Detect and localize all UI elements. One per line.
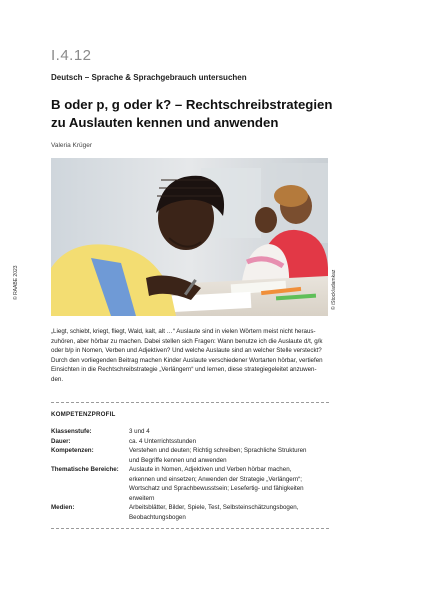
intro-line: Durch den vorliegenden Beitrag machen Kinder Auslaute verschiedener Wortarten hörbar, vertiefen bbox=[51, 356, 323, 364]
profile-label: Dauer: bbox=[51, 437, 71, 445]
title-line: B oder p, g oder k? – Rechtschreibstrategien bbox=[51, 97, 333, 112]
photo-credit: © iStock/adamkaz bbox=[331, 269, 337, 310]
page-title bbox=[51, 96, 351, 132]
profile-value-line: und Begriffe kennen und anwenden bbox=[129, 456, 227, 464]
intro-line: „Liegt, schiebt, kriegt, fliegt, Wald, kalt, alt …“ Auslaute sind in vielen Wörtern meist nicht heraus- bbox=[51, 328, 316, 335]
profile-value-line: Beobachtungsbogen bbox=[129, 513, 186, 521]
intro-line: oder b/p in Nomen, Verben und Adjektiven? Und welche Auslaute sind an welcher Stelle versteckt? bbox=[51, 347, 322, 354]
profile-row-duration bbox=[51, 437, 329, 447]
profile-row-topics bbox=[51, 465, 329, 503]
profile-row-competences bbox=[51, 446, 329, 465]
profile-row-grade bbox=[51, 427, 329, 437]
intro-line: Einsichten in die Rechtschreibstrategie „Verlängern“ und lernen, diese strategiegeleitet anzuwen- bbox=[51, 366, 317, 373]
intro-line: zuhören, aber hörbar zu machen. Dabei stellen sich Fragen: Wann benutze ich die Auslaute d/t, g/k bbox=[51, 337, 323, 345]
profile-value-line: Wortschatz und Sprachbewusstsein; Lesefertig- und fähigkeiten bbox=[129, 485, 304, 492]
classroom-photo bbox=[51, 158, 328, 316]
profile-heading: KOMPETENZPROFIL bbox=[51, 411, 116, 418]
profile-value-line: Verstehen und deuten; Richtig schreiben; Sprachliche Strukturen bbox=[129, 447, 307, 454]
profile-value-line: erkennen und einsetzen; Anwenden der Strategie „Verlängern“; bbox=[129, 475, 303, 483]
intro-paragraph bbox=[51, 327, 331, 384]
profile-value-line: ca. 4 Unterrichtsstunden bbox=[129, 437, 197, 445]
profile-label: Medien: bbox=[51, 504, 75, 511]
profile-row-media bbox=[51, 503, 329, 522]
profile-value bbox=[129, 503, 329, 522]
classroom-photo-illustration bbox=[51, 158, 328, 316]
profile-value bbox=[129, 446, 329, 465]
profile-value bbox=[129, 437, 329, 447]
profile-value bbox=[129, 427, 329, 437]
author: Valeria Krüger bbox=[51, 142, 93, 149]
title-line: zu Auslauten kennen und anwenden bbox=[51, 115, 279, 130]
profile-label: Kompetenzen: bbox=[51, 447, 94, 454]
intro-line: den. bbox=[51, 375, 64, 383]
profile-value-line: Auslaute in Nomen, Adjektiven und Verben hörbar machen, bbox=[129, 466, 292, 473]
competence-profile bbox=[51, 402, 329, 529]
profile-label: Klassenstufe: bbox=[51, 428, 92, 435]
profile-label: Thematische Bereiche: bbox=[51, 466, 119, 473]
copyright-note: © RAABE 2023 bbox=[13, 265, 19, 300]
profile-value-line: 3 und 4 bbox=[129, 428, 150, 435]
profile-value bbox=[129, 465, 329, 503]
subject-line: Deutsch – Sprache & Sprachgebrauch untersuchen bbox=[51, 73, 247, 82]
profile-value-line: erweitern bbox=[129, 494, 155, 502]
profile-value-line: Arbeitsblätter, Bilder, Spiele, Test, Selbsteinschätzungsbogen, bbox=[129, 504, 299, 511]
section-code: I.4.12 bbox=[51, 47, 92, 64]
